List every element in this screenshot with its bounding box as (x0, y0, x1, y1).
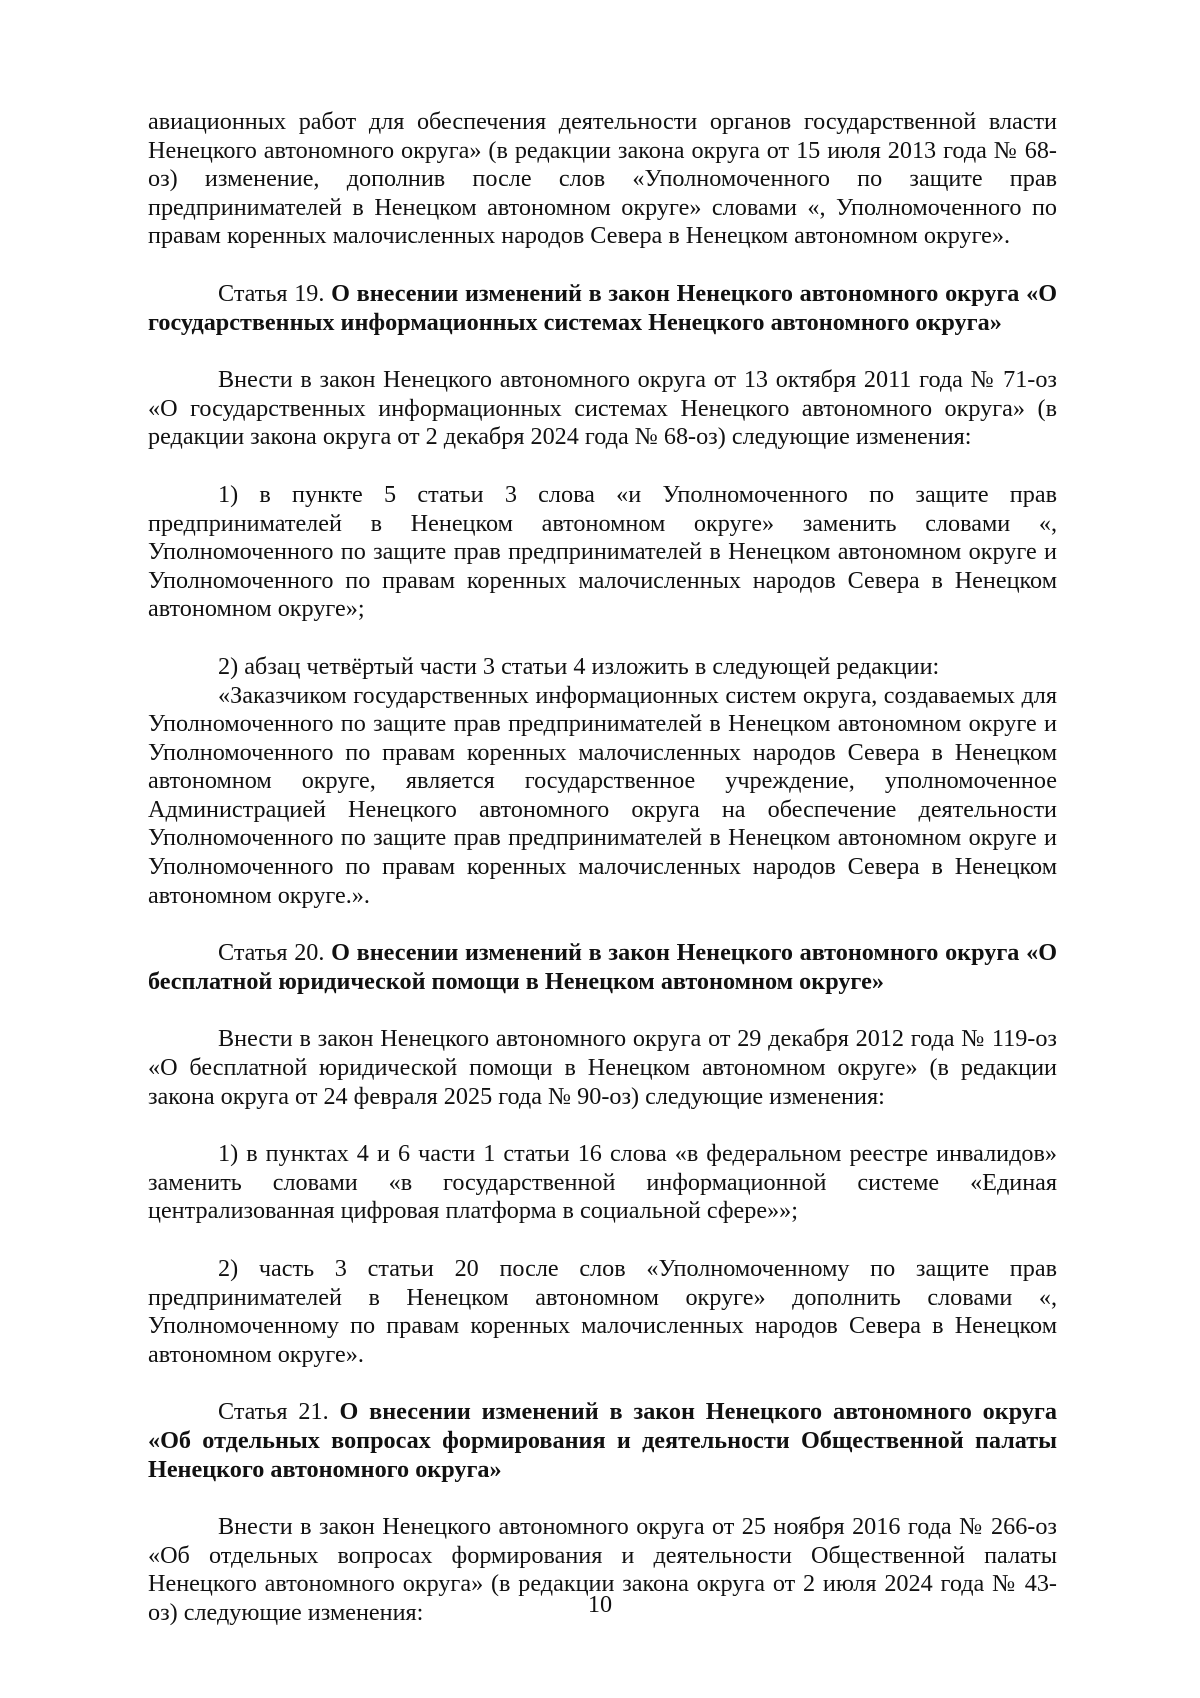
page-number: 10 (587, 1591, 613, 1618)
article-title: О внесении изменений в закон Ненецкого автономного округа «Об отдельных вопросах формирования и деятельности Общественной палаты Ненецкого автономного округа» (148, 1398, 1057, 1483)
article-number: Статья 19. (218, 279, 325, 307)
list-item: 2) часть 3 статьи 20 после слов «Уполномоченному по защите прав предпринимателей в Ненецком автономном округе» дополнить словами «, Уполномоченному по правам коренных малочисленных народов Севера в Ненецком автономном округе». (148, 1255, 1057, 1368)
paragraph: Внести в закон Ненецкого автономного округа от 29 декабря 2012 года № 119-оз «О бесплатной юридической помощи в Ненецком автономном округе» (в редакции закона округа от 24 февраля 2025 года № 90-оз) следующие изменения: (148, 1025, 1057, 1110)
list-item: 2) абзац четвёртый части 3 статьи 4 изложить в следующей редакции: (218, 652, 940, 680)
article-19-heading (148, 280, 1057, 337)
paragraph: авиационных работ для обеспечения деятельности органов государственной власти Ненецкого автономного округа» (в редакции закона округа от 15 июля 2013 года № 68-оз) изменение, дополнив после слов «Уполномоченного по защите прав предпринимателей в Ненецком автономном округе» словами «, Уполномоченного по правам коренных малочисленных народов Севера в Ненецком автономном округе». (148, 108, 1057, 250)
article-21-heading (148, 1398, 1057, 1484)
article-number: Статья 21. (218, 1398, 329, 1426)
list-item: 1) в пункте 5 статьи 3 слова «и Уполномоченного по защите прав предпринимателей в Ненецком автономном округе» заменить словами «, Уполномоченного по защите прав предпринимателей в Ненецком автономном округе и Уполномоченного по правам коренных малочисленных народов Севера в Ненецком автономном округе»; (148, 480, 1057, 623)
paragraph: Внести в закон Ненецкого автономного округа от 25 ноября 2016 года № 266-оз «Об отдельных вопросах формирования и деятельности Общественной палаты Ненецкого автономного округа» (в редакции закона округа от 2 июля 2024 года № 43-оз) следующие изменения: (148, 1513, 1057, 1626)
article-20-heading (148, 939, 1057, 996)
document-body (148, 108, 1057, 1628)
paragraph: Внести в закон Ненецкого автономного округа от 13 октября 2011 года № 71-оз «О государственных информационных системах Ненецкого автономного округа» (в редакции закона округа от 2 декабря 2024 года № 68-оз) следующие изменения: (148, 366, 1057, 451)
article-title: О внесении изменений в закон Ненецкого автономного округа «О государственных информационных системах Ненецкого автономного округа» (148, 279, 1058, 336)
list-item: 1) в пунктах 4 и 6 части 1 статьи 16 слова «в федеральном реестре инвалидов» заменить словами «в государственной информационной системе «Единая централизованная цифровая платформа в социальной сфере»»; (148, 1140, 1057, 1225)
article-number: Статья 20. (218, 939, 325, 967)
quoted-paragraph: «Заказчиком государственных информационных систем округа, создаваемых для Уполномоченного по защите прав предпринимателей в Ненецком автономном округе и Уполномоченного по правам коренных малочисленных народов Севера в Ненецком автономном округе, является государственное учреждение, уполномоченное Администрацией Ненецкого автономного округа на обеспечение деятельности Уполномоченного по защите прав предпринимателей в Ненецком автономном округе и Уполномоченного по правам коренных малочисленных народов Севера в Ненецком автономном округе.». (148, 681, 1057, 909)
article-title: О внесении изменений в закон Ненецкого автономного округа «О бесплатной юридической помощи в Ненецком автономном округе» (148, 939, 1058, 995)
